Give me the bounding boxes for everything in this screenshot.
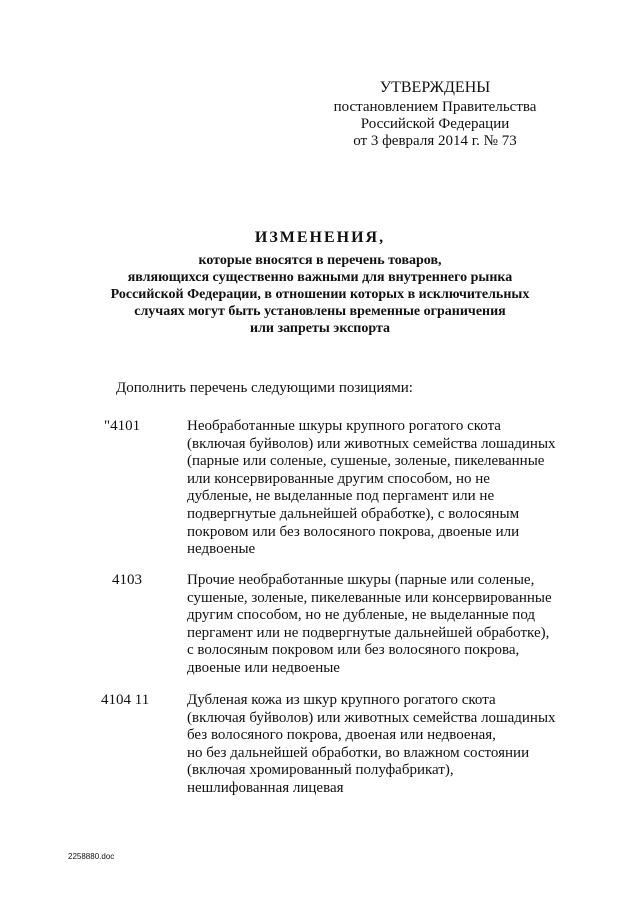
approval-block	[330, 79, 540, 150]
description-line: (включая буйволов) или животных семейства лошадиных	[187, 435, 556, 452]
description-line: но без дальнейшей обработки, во влажном состоянии	[187, 744, 530, 761]
description-line: пергамент или не подвергнутые дальнейшей обработке),	[187, 624, 550, 641]
description-line: (включая буйволов) или животных семейства лошадиных	[187, 709, 556, 726]
subtitle-line: Российской Федерации, в отношении которых в исключительных	[110, 287, 530, 302]
description-line: с волосяным покровом или без волосяного покрова,	[187, 642, 520, 659]
file-name-footer: 2258880.doc	[68, 852, 115, 861]
item-description	[187, 692, 567, 798]
description-line: (парные или соленые, сушеные, золеные, пикелеванные	[187, 453, 545, 470]
subtitle-line: или запреты экспорта	[250, 321, 390, 336]
description-line: или консервированные другим способом, но не	[187, 470, 490, 487]
item-description	[187, 418, 567, 559]
approved-label: УТВЕРЖДЕНЫ	[379, 79, 491, 96]
document-title: ИЗМЕНЕНИЯ,	[254, 229, 386, 246]
approval-line: постановлением Правительства	[333, 99, 537, 115]
approval-line: Российской Федерации	[360, 116, 510, 132]
document-subtitle	[70, 252, 570, 337]
description-line: сушеные, золеные, пикелеванные или консервированные	[187, 589, 552, 606]
description-line: дубленые, не выделанные под пергамент или не	[187, 488, 495, 505]
intro-text: Дополнить перечень следующими позициями:	[116, 380, 413, 396]
item-description	[187, 572, 567, 678]
description-line: нешлифованная лицевая	[187, 779, 344, 796]
description-line: (включая хромированный полуфабрикат),	[187, 762, 454, 779]
description-line: другим способом, но не дубленые, не выделанные под	[187, 607, 536, 624]
description-line: недвоеные	[187, 541, 256, 558]
description-line: подвергнутые дальнейшей обработке), с волосяным	[187, 505, 520, 522]
description-line: покровом или без волосяного покрова, двоеные или	[187, 523, 520, 540]
description-line: без волосяного покрова, двоеная или недвоеная,	[187, 727, 496, 744]
description-line: Необработанные шкуры крупного рогатого скота	[187, 418, 501, 434]
subtitle-line: являющихся существенно важными для внутреннего рынка	[127, 270, 513, 285]
description-line: Дубленая кожа из шкур крупного рогатого скота	[187, 692, 496, 708]
item-code: "4101	[104, 418, 141, 434]
approval-line: от 3 февраля 2014 г. № 73	[353, 133, 517, 149]
subtitle-line: случаях могут быть установлены временные ограничения	[134, 304, 506, 319]
item-code: 4103	[112, 572, 142, 588]
subtitle-line: которые вносятся в перечень товаров,	[198, 253, 442, 268]
item-code: 4104 11	[101, 692, 150, 708]
description-line: Прочие необработанные шкуры (парные или соленые,	[187, 572, 535, 588]
description-line: двоеные или недвоеные	[187, 659, 340, 676]
